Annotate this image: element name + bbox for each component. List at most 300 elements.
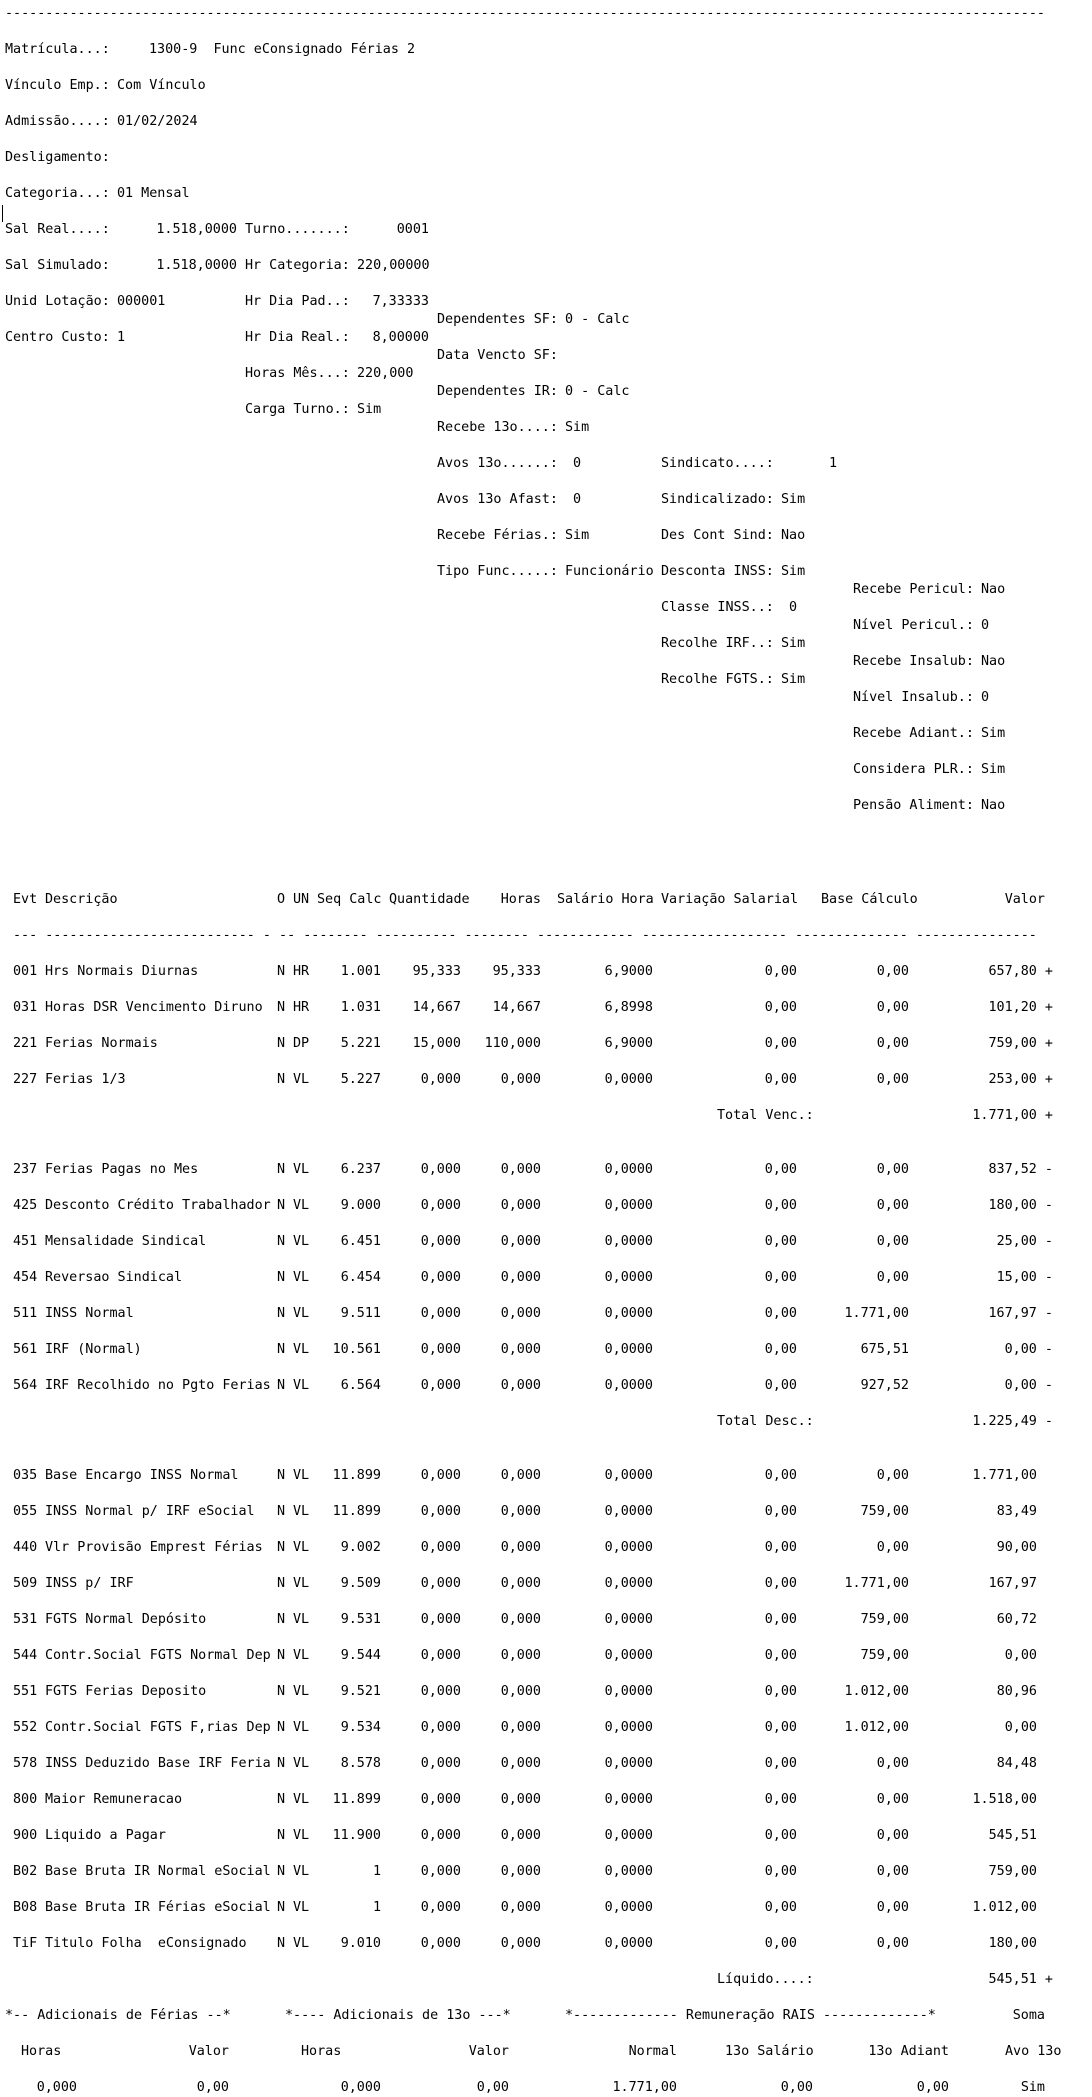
header-label: Nível Pericul.: [853, 618, 974, 633]
cell-base: 0,00 [876, 1756, 909, 1771]
cell-un: VL [293, 1612, 310, 1627]
cell-base: 0,00 [876, 1936, 909, 1951]
cell-base: 0,00 [876, 1468, 909, 1483]
cell-o: N [277, 1576, 286, 1591]
cell-valor: 1.518,00 [972, 1792, 1037, 1807]
cell-var: 0,00 [764, 1936, 797, 1951]
header-value: 8,00000 [372, 330, 429, 345]
header-row [5, 419, 1087, 437]
cell-seq: 8.578 [340, 1756, 381, 1771]
cell-desc: Desconto Crédito Trabalhador [45, 1198, 271, 1213]
header-label: Horas Mês...: [245, 366, 350, 381]
cell-sal: 0,0000 [604, 1198, 653, 1213]
footer-header: Horas [21, 2044, 62, 2059]
cell-horas: 0,000 [500, 1162, 541, 1177]
cell-un: HR [293, 1000, 310, 1015]
cell-desc: Contr.Social FGTS Normal Dep [45, 1648, 271, 1663]
header-row [5, 689, 1087, 707]
cell-valor: 759,00 [988, 1864, 1037, 1879]
top-rule-line [5, 5, 1087, 23]
cell-qtd: 0,000 [420, 1792, 461, 1807]
column-rule-line [5, 927, 1087, 945]
cell-valor: 80,96 [996, 1684, 1037, 1699]
cell-evt: 237 [13, 1162, 38, 1177]
table-row [5, 1719, 1087, 1737]
cell-desc: Base Bruta IR Normal eSocial [45, 1864, 271, 1879]
cell-seq: 10.561 [332, 1342, 381, 1357]
cell-sal: 0,0000 [604, 1468, 653, 1483]
cell-valor: 837,52 - [988, 1162, 1053, 1177]
footer-rais-title: *------------- Remuneração RAIS -------------* [565, 2008, 936, 2023]
cell-un: VL [293, 1828, 310, 1843]
cell-evt: 561 [13, 1342, 38, 1357]
cell-var: 0,00 [764, 1648, 797, 1663]
cell-evt: 551 [13, 1684, 38, 1699]
header-label: Sal Real....: [5, 222, 110, 237]
header-value: 0 - Calc [565, 312, 630, 327]
cell-evt: 531 [13, 1612, 38, 1627]
cell-un: DP [293, 1036, 310, 1051]
col-salario-hora: Salário Hora [557, 892, 654, 907]
table-row [5, 1539, 1087, 1557]
cell-un: HR [293, 964, 310, 979]
header-label: Des Cont Sind: [661, 528, 774, 543]
header-label: Recolhe FGTS.: [661, 672, 774, 687]
cell-seq: 11.899 [332, 1468, 381, 1483]
header-row [5, 185, 1087, 203]
cell-sal: 0,0000 [604, 1072, 653, 1087]
header-row [5, 491, 1087, 509]
header-row [5, 563, 1087, 581]
total-label: Líquido....: [717, 1972, 814, 1987]
header-label: Hr Dia Real.: [245, 330, 350, 345]
table-row [5, 1755, 1087, 1773]
header-label: Pensão Aliment: [853, 798, 974, 813]
cell-var: 0,00 [764, 1576, 797, 1591]
cell-horas: 0,000 [500, 1072, 541, 1087]
cell-seq: 9.000 [340, 1198, 381, 1213]
total-label: Total Desc.: [717, 1414, 814, 1429]
cell-qtd: 0,000 [420, 1900, 461, 1915]
cell-var: 0,00 [764, 1306, 797, 1321]
cell-base: 1.012,00 [844, 1720, 909, 1735]
col-descricao: Descrição [45, 892, 118, 907]
table-row [5, 1161, 1087, 1179]
cell-var: 0,00 [764, 1342, 797, 1357]
cell-sal: 0,0000 [604, 1378, 653, 1393]
cell-base: 0,00 [876, 1000, 909, 1015]
cell-qtd: 0,000 [420, 1306, 461, 1321]
header-value: Sim [565, 528, 590, 543]
cell-desc: FGTS Normal Depósito [45, 1612, 207, 1627]
cell-qtd: 0,000 [420, 1828, 461, 1843]
cell-valor: 180,00 - [988, 1198, 1053, 1213]
cell-sal: 0,0000 [604, 1576, 653, 1591]
header-label: Dependentes SF: [437, 312, 558, 327]
header-label: Categoria...: [5, 186, 110, 201]
header-row [5, 383, 1087, 401]
header-value: Sim [781, 564, 806, 579]
cell-o: N [277, 1792, 286, 1807]
cell-valor: 167,97 [988, 1576, 1037, 1591]
header-label: Recolhe IRF..: [661, 636, 774, 651]
cell-sal: 0,0000 [604, 1648, 653, 1663]
cell-seq: 6.237 [340, 1162, 381, 1177]
table-row [5, 1647, 1087, 1665]
cell-sal: 0,0000 [604, 1828, 653, 1843]
cell-o: N [277, 1306, 286, 1321]
col-variacao: Variação Salarial [661, 892, 799, 907]
cell-evt: 564 [13, 1378, 38, 1393]
cell-desc: Reversao Sindical [45, 1270, 183, 1285]
cell-evt: 509 [13, 1576, 38, 1591]
header-row [5, 635, 1087, 653]
header-label: Nível Insalub.: [853, 690, 974, 705]
table-row [5, 1305, 1087, 1323]
cell-sal: 0,0000 [604, 1756, 653, 1771]
header-value: 1 [828, 456, 837, 471]
cell-desc: FGTS Ferias Deposito [45, 1684, 207, 1699]
cell-seq: 1.031 [340, 1000, 381, 1015]
cell-o: N [277, 1864, 286, 1879]
header-row [5, 77, 1087, 95]
cell-o: N [277, 1036, 286, 1051]
footer-titles [5, 2007, 1087, 2025]
cell-horas: 110,000 [484, 1036, 541, 1051]
header-value: 1 [117, 330, 126, 345]
cell-qtd: 0,000 [420, 1864, 461, 1879]
header-value: Sim [565, 420, 590, 435]
table-row [5, 1467, 1087, 1485]
footer-header: 13o Adiant [868, 2044, 949, 2059]
footer-value: 0,000 [340, 2080, 381, 2095]
cell-seq: 9.509 [340, 1576, 381, 1591]
header-label: Recebe Adiant.: [853, 726, 974, 741]
cell-qtd: 0,000 [420, 1648, 461, 1663]
cell-un: VL [293, 1504, 310, 1519]
cell-base: 0,00 [876, 1540, 909, 1555]
cell-var: 0,00 [764, 1900, 797, 1915]
cell-sal: 6,8998 [604, 1000, 653, 1015]
table-row [5, 1377, 1087, 1395]
header-label: Sal Simulado: [5, 258, 110, 273]
cell-valor: 657,80 + [988, 964, 1053, 979]
total-value: 1.771,00 + [972, 1108, 1053, 1123]
header-value: Sim [357, 402, 382, 417]
cell-seq: 11.899 [332, 1504, 381, 1519]
cell-sal: 0,0000 [604, 1720, 653, 1735]
cell-seq: 1.001 [340, 964, 381, 979]
cell-desc: Liquido a Pagar [45, 1828, 166, 1843]
cell-o: N [277, 1684, 286, 1699]
header-label: Recebe Insalub: [853, 654, 974, 669]
table-row [5, 1611, 1087, 1629]
cell-o: N [277, 1648, 286, 1663]
footer-value: 0,00 [476, 2080, 509, 2095]
text-cursor [2, 205, 3, 222]
cell-un: VL [293, 1072, 310, 1087]
header-value: Nao [781, 528, 806, 543]
footer-13o-title: *---- Adicionais de 13o ---* [285, 2008, 511, 2023]
cell-evt: B02 [13, 1864, 38, 1879]
header-value: Sim [781, 636, 806, 651]
cell-seq: 9.531 [340, 1612, 381, 1627]
header-fields [5, 41, 1087, 813]
cell-un: VL [293, 1684, 310, 1699]
header-row [5, 113, 1087, 131]
footer-value: 0,000 [36, 2080, 77, 2095]
cell-o: N [277, 964, 286, 979]
header-label: Centro Custo: [5, 330, 110, 345]
cell-un: VL [293, 1378, 310, 1393]
header-label: Tipo Func.....: [437, 564, 558, 579]
cell-var: 0,00 [764, 1828, 797, 1843]
cell-horas: 0,000 [500, 1468, 541, 1483]
cell-qtd: 0,000 [420, 1468, 461, 1483]
header-label: Sindicalizado: [661, 492, 774, 507]
header-label: Data Vencto SF: [437, 348, 558, 363]
footer-value: Sim [1020, 2080, 1045, 2095]
cell-valor: 167,97 - [988, 1306, 1053, 1321]
cell-seq: 11.900 [332, 1828, 381, 1843]
cell-horas: 0,000 [500, 1828, 541, 1843]
header-label: Vínculo Emp.: [5, 78, 110, 93]
header-value: 0 [789, 600, 798, 615]
header-label: Recebe 13o....: [437, 420, 558, 435]
cell-un: VL [293, 1270, 310, 1285]
cell-un: VL [293, 1864, 310, 1879]
cell-seq: 11.899 [332, 1792, 381, 1807]
col-evt: Evt [13, 892, 38, 907]
footer-header: Normal [628, 2044, 677, 2059]
header-label: Recebe Férias.: [437, 528, 558, 543]
cell-horas: 95,333 [492, 964, 541, 979]
cell-evt: 544 [13, 1648, 38, 1663]
cell-evt: 035 [13, 1468, 38, 1483]
cell-desc: Hrs Normais Diurnas [45, 964, 199, 979]
cell-o: N [277, 1756, 286, 1771]
table-row [5, 1341, 1087, 1359]
column-header-row [5, 891, 1087, 909]
cell-o: N [277, 1468, 286, 1483]
header-value: 1.518,0000 [156, 258, 237, 273]
cell-var: 0,00 [764, 1720, 797, 1735]
cell-sal: 0,0000 [604, 1234, 653, 1249]
cell-horas: 0,000 [500, 1270, 541, 1285]
header-label: Avos 13o......: [437, 456, 558, 471]
cell-valor: 759,00 + [988, 1036, 1053, 1051]
table-row [5, 1233, 1087, 1251]
cell-qtd: 0,000 [420, 1504, 461, 1519]
footer-value: 0,00 [196, 2080, 229, 2095]
table-row [5, 1791, 1087, 1809]
header-label: Desligamento: [5, 150, 110, 165]
header-value: Sim [781, 672, 806, 687]
cell-horas: 0,000 [500, 1648, 541, 1663]
header-row [5, 725, 1087, 743]
cell-un: VL [293, 1306, 310, 1321]
cell-o: N [277, 1540, 286, 1555]
cell-o: N [277, 1504, 286, 1519]
table-row [5, 1035, 1087, 1053]
cell-o: N [277, 1072, 286, 1087]
cell-horas: 0,000 [500, 1756, 541, 1771]
cell-var: 0,00 [764, 1198, 797, 1213]
cell-sal: 0,0000 [604, 1540, 653, 1555]
cell-evt: TiF [13, 1936, 38, 1951]
footer-header: 13o Salário [725, 2044, 814, 2059]
header-row [5, 401, 1087, 419]
footer-header: Valor [188, 2044, 229, 2059]
cell-evt: 440 [13, 1540, 38, 1555]
cell-qtd: 0,000 [420, 1936, 461, 1951]
cell-valor: 101,20 + [988, 1000, 1053, 1015]
cell-desc: IRF (Normal) [45, 1342, 142, 1357]
header-value: 000001 [117, 294, 166, 309]
header-value: 01/02/2024 [117, 114, 198, 129]
cell-qtd: 0,000 [420, 1576, 461, 1591]
cell-evt: 454 [13, 1270, 38, 1285]
cell-horas: 0,000 [500, 1198, 541, 1213]
header-value: 0 [573, 492, 582, 507]
cell-desc: INSS p/ IRF [45, 1576, 134, 1591]
cell-un: VL [293, 1198, 310, 1213]
cell-un: VL [293, 1234, 310, 1249]
cell-seq: 9.521 [340, 1684, 381, 1699]
cell-o: N [277, 1342, 286, 1357]
cell-seq: 9.534 [340, 1720, 381, 1735]
cell-var: 0,00 [764, 1756, 797, 1771]
cell-horas: 0,000 [500, 1504, 541, 1519]
col-valor: Valor [1004, 892, 1045, 907]
total-row [5, 1971, 1087, 1989]
table-row [5, 1503, 1087, 1521]
cell-base: 1.771,00 [844, 1306, 909, 1321]
header-row [5, 257, 1087, 275]
cell-base: 0,00 [876, 964, 909, 979]
column-rule: --- -------------------------- - -- -------- ---------- -------- ------------ ------------------ -------------- --------------- [13, 928, 1037, 943]
header-value: 220,000 [357, 366, 414, 381]
cell-horas: 0,000 [500, 1612, 541, 1627]
table-row [5, 1899, 1087, 1917]
cell-var: 0,00 [764, 1684, 797, 1699]
header-label: Avos 13o Afast: [437, 492, 558, 507]
header-value: 0 - Calc [565, 384, 630, 399]
cell-o: N [277, 1000, 286, 1015]
header-row [5, 455, 1087, 473]
header-value: 1.518,0000 [156, 222, 237, 237]
header-value: 7,33333 [372, 294, 429, 309]
payroll-report [5, 5, 1087, 2095]
cell-var: 0,00 [764, 1792, 797, 1807]
header-row [5, 761, 1087, 779]
cell-o: N [277, 1198, 286, 1213]
cell-un: VL [293, 1468, 310, 1483]
total-row [5, 1107, 1087, 1125]
header-value: Funcionário [565, 564, 654, 579]
total-label: Total Venc.: [717, 1108, 814, 1123]
header-value: Nao [981, 654, 1006, 669]
cell-qtd: 15,000 [412, 1036, 461, 1051]
cell-valor: 545,51 [988, 1828, 1037, 1843]
top-rule: --------------------------------------------------------------------------------------------------------------------------------- [5, 6, 1045, 21]
cell-horas: 0,000 [500, 1234, 541, 1249]
header-label: Turno.......: [245, 222, 350, 237]
header-value: Com Vínculo [117, 78, 206, 93]
cell-horas: 0,000 [500, 1306, 541, 1321]
cell-var: 0,00 [764, 1072, 797, 1087]
footer-soma-title: Soma [1012, 2008, 1045, 2023]
header-row [5, 329, 1087, 347]
cell-desc: Base Bruta IR Férias eSocial [45, 1900, 271, 1915]
header-label: Desconta INSS: [661, 564, 774, 579]
cell-qtd: 0,000 [420, 1540, 461, 1555]
cell-un: VL [293, 1576, 310, 1591]
cell-valor: 1.771,00 [972, 1468, 1037, 1483]
cell-base: 759,00 [860, 1612, 909, 1627]
col-quantidade: Quantidade [389, 892, 470, 907]
cell-evt: B08 [13, 1900, 38, 1915]
header-value: Sim [981, 726, 1006, 741]
cell-seq: 5.227 [340, 1072, 381, 1087]
cell-evt: 031 [13, 1000, 38, 1015]
cell-valor: 15,00 - [996, 1270, 1053, 1285]
table-row [5, 963, 1087, 981]
cell-valor: 1.012,00 [972, 1900, 1037, 1915]
footer-value: 0,00 [780, 2080, 813, 2095]
cell-evt: 578 [13, 1756, 38, 1771]
cell-var: 0,00 [764, 1540, 797, 1555]
cell-seq: 9.511 [340, 1306, 381, 1321]
cell-desc: INSS Deduzido Base IRF Feria [45, 1756, 271, 1771]
col-base: Base Cálculo [821, 892, 918, 907]
total-value: 545,51 + [988, 1972, 1053, 1987]
header-row [5, 311, 1087, 329]
cell-seq: 1 [372, 1864, 381, 1879]
total-value: 1.225,49 - [972, 1414, 1053, 1429]
cell-base: 0,00 [876, 1036, 909, 1051]
header-label: Sindicato....: [661, 456, 774, 471]
footer-values [5, 2079, 1087, 2097]
cell-seq: 6.451 [340, 1234, 381, 1249]
cell-horas: 0,000 [500, 1342, 541, 1357]
col-horas: Horas [500, 892, 541, 907]
header-value: Nao [981, 798, 1006, 813]
cell-evt: 552 [13, 1720, 38, 1735]
cell-var: 0,00 [764, 1612, 797, 1627]
cell-un: VL [293, 1936, 310, 1951]
cell-o: N [277, 1612, 286, 1627]
cell-horas: 0,000 [500, 1936, 541, 1951]
cell-desc: INSS Normal p/ IRF eSocial [45, 1504, 255, 1519]
cell-valor: 0,00 - [1004, 1342, 1053, 1357]
cell-horas: 0,000 [500, 1684, 541, 1699]
cell-sal: 0,0000 [604, 1342, 653, 1357]
cell-var: 0,00 [764, 1504, 797, 1519]
footer-headers [5, 2043, 1087, 2061]
cell-var: 0,00 [764, 964, 797, 979]
cell-base: 927,52 [860, 1378, 909, 1393]
cell-valor: 60,72 [996, 1612, 1037, 1627]
cell-valor: 180,00 [988, 1936, 1037, 1951]
header-value: 0 [981, 618, 990, 633]
cell-seq: 9.010 [340, 1936, 381, 1951]
header-label: Hr Categoria: [245, 258, 350, 273]
matricula-value: 1300-9 Func eConsignado Férias 2 [149, 42, 416, 57]
header-label: Hr Dia Pad..: [245, 294, 350, 309]
cell-o: N [277, 1378, 286, 1393]
cell-o: N [277, 1720, 286, 1735]
